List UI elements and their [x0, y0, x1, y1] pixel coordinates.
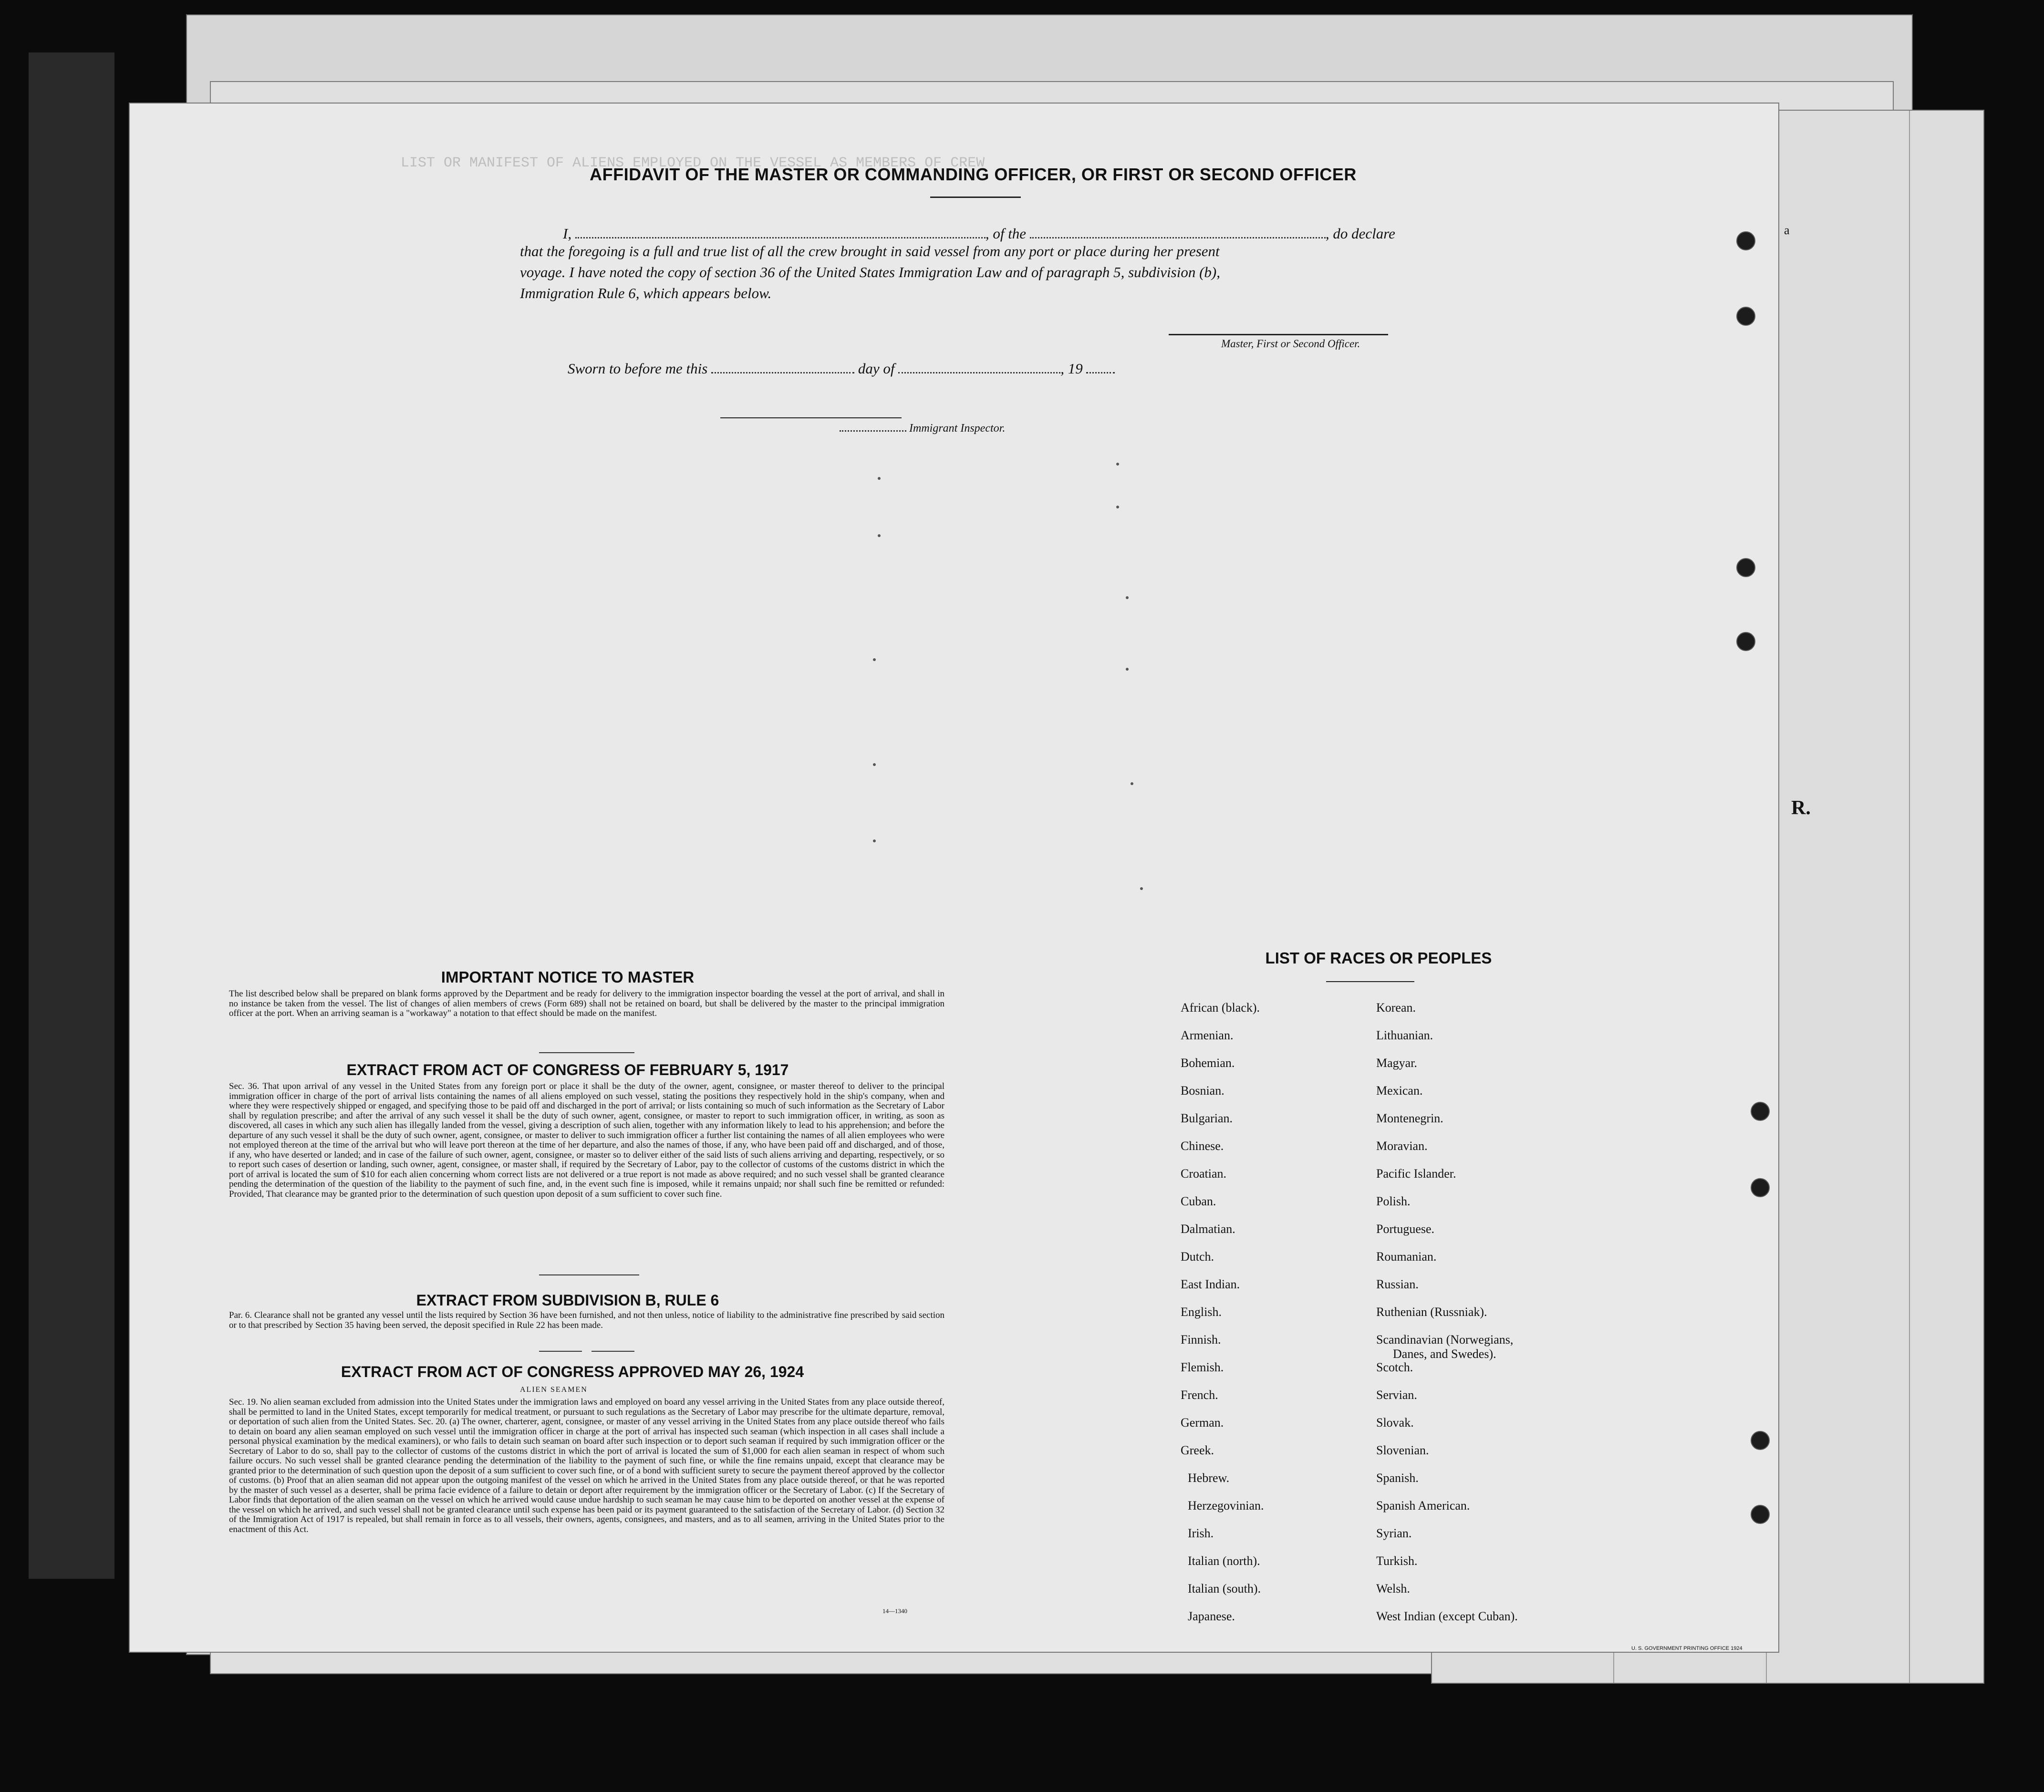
year-prefix: , 19 — [1060, 360, 1083, 377]
inspector-caption: Immigrant Inspector. — [909, 422, 1006, 435]
bleed-dot — [873, 763, 876, 766]
race-entry: Scotch. — [1376, 1360, 1413, 1374]
form-number: 14—1340 — [882, 1607, 907, 1615]
column-rule — [1909, 111, 1910, 1683]
race-entry: Dutch. — [1181, 1250, 1214, 1264]
notice-body: The list described below shall be prepared on blank forms approved by the Department and be ready for delivery to the immigration inspector boarding the vessel at the port of arrival, and shall in no instance be taken from the vessel. The list of changes of alien members of crews (Form 689) shall not be retained on board, but shall be delivered by the master to the principal immigration officer at the port. When an arriving seaman is a "workaway" a notation to that effect should be made on the manifest. — [229, 989, 944, 1018]
race-entry: Bulgarian. — [1181, 1111, 1233, 1125]
act-1924-title: EXTRACT FROM ACT OF CONGRESS APPROVED MAY 26, 1924 — [341, 1363, 804, 1380]
rule-6-body: Par. 6. Clearance shall not be granted any vessel until the lists required by Section 36 have been furnished, and not then unless, notice of liability to the administrative fine prescribed by said section or to that prescribed by Section 35 having been served, the deposit specified in Rule 22 has been made. — [229, 1310, 944, 1330]
race-entry: African (black). — [1181, 1001, 1260, 1015]
race-entry: French. — [1181, 1388, 1218, 1402]
section-separator — [539, 1351, 582, 1352]
title-rule — [930, 197, 1021, 198]
inspector-signature-line[interactable] — [720, 417, 902, 418]
inspector-caption-line — [840, 422, 1005, 435]
master-signature-line[interactable] — [1169, 334, 1388, 335]
bleed-dot — [1116, 506, 1119, 508]
printer-imprint: U. S. GOVERNMENT PRINTING OFFICE 1924 — [1631, 1646, 1743, 1651]
race-entry: Armenian. — [1181, 1028, 1234, 1042]
punch-hole — [1751, 1505, 1770, 1524]
punch-hole — [1751, 1178, 1770, 1197]
day-of-label: day of — [858, 360, 895, 377]
bleed-dot — [1126, 668, 1129, 671]
vessel-blank[interactable] — [1030, 237, 1326, 238]
declaration-line-4: Immigration Rule 6, which appears below. — [520, 285, 772, 301]
master-signature-caption: Master, First or Second Officer. — [1221, 338, 1360, 350]
sworn-year-blank[interactable] — [1086, 372, 1115, 373]
race-entry: Portuguese. — [1376, 1222, 1435, 1236]
bleed-dot — [878, 534, 881, 537]
act-1917-body: Sec. 36. That upon arrival of any vessel in the United States from any foreign port or place it shall be the duty of the owner, agent, consignee, or master thereof to deliver to the principal immigration officer in charge of the port of arrival lists containing the names of all aliens employed on such vessel, stating the positions they respectively hold in the ship's company, when and where they were respectively shipped or engaged, and specifying those to be paid off and discharged in the port of arrival; or lists containing so much of such information as the Secretary of Labor shall by regulation prescribe; and after the arrival of any such vessel it shall be the duty of such owner, agent, consignee, or master to report to such immigration officer, in writing, as soon as discovered, all cases in which any such alien has illegally landed from the vessel, giving a description of such alien, together with any information likely to lead to his apprehension; and before the departure of any such vessel it shall be the duty of such owner, agent, consignee, or master to deliver to such immigration officer a further list containing the names of all alien employees who were not employed thereon at the time of the arrival but who will leave port thereon at the time of her departure, and also the names of those, if any, who have been paid off and discharged, and of those, if any, who have deserted or landed; and in case of the failure of such owner, agent, consignee, or master so to deliver either of the said lists of such aliens arriving and departing, respectively, or so to report such cases of desertion or landing, such owner, agent, consignee, or master shall, if required by the Secretary of Labor, pay to the collector of customs of the customs district in which the port of arrival is located the sum of $10 for each alien concerning whom correct lists are not delivered or a true report is not made as above required; and no such vessel shall be granted clearance pending the determination of the question of the liability to the payment of such fine, and, in the event such fine is imposed, while it remains unpaid; nor shall such fine be remitted or refunded: Provided, That clearance may be granted prior to the determination of such question upon deposit of a sum sufficient to cover such fine. — [229, 1081, 944, 1199]
race-entry: Herzegovinian. — [1188, 1499, 1264, 1512]
punch-hole — [1736, 231, 1755, 250]
race-entry: Bosnian. — [1181, 1084, 1224, 1098]
bleed-dot — [878, 477, 881, 480]
race-entry: Japanese. — [1188, 1609, 1235, 1623]
punch-hole — [1751, 1102, 1770, 1121]
declaration-do-declare: , do declare — [1325, 225, 1395, 242]
race-entry: Turkish. — [1376, 1554, 1418, 1568]
sworn-line — [568, 360, 1115, 377]
act-1924-body: Sec. 19. No alien seaman excluded from admission into the United States under the immigration laws and employed on board any vessel arriving in the United States from any place outside thereof, shall be permitted to land in the United States, except temporarily for medical treatment, or pursuant to such regulations as the Secretary of Labor may prescribe for the ultimate departure, removal, or deportation of such alien from the United States. Sec. 20. (a) The owner, charterer, agent, consignee, or master of any vessel arriving in the United States from any place outside thereof who fails to detain on board any alien seaman employed on such vessel until the immigration officer in charge at the port of arrival has inspected such seaman (which inspection in all cases shall include a personal physical examination by the medical examiners), or who fails to detain such seaman on board after such inspection or to deport such seaman if required by such immigration officer or the Secretary of Labor to do so, shall pay to the collector of customs of the customs district in which the port of arrival is located the sum of $1,000 for each alien seaman in respect of whom such failure occurs. No such vessel shall be granted clearance pending the determination of the liability to the payment of such fine, or while the fine remains unpaid, except that clearance may be granted prior to the determination of such question upon the deposit of a sum sufficient to cover such fine, or of a bond with sufficient surety to secure the payment thereof approved by the collector of customs. (b) Proof that an alien seaman did not appear upon the outgoing manifest of the vessel on which he arrived in the United States from any place outside thereof, or that he was reported by the master of such vessel as a deserter, shall be prima facie evidence of a failure to detain or deport after requirement by the immigration officer or the Secretary of Labor. (c) If the Secretary of Labor finds that deportation of the alien seaman on the vessel on which he arrived would cause undue hardship to such seaman he may cause him to be deported on another vessel at the expense of the vessel on which he arrived, and such vessel shall not be granted clearance until such expense has been paid or its payment guaranteed to the satisfaction of the Secretary of Labor. (d) Section 32 of the Immigration Act of 1917 is repealed, but shall remain in force as to all vessels, their owners, agents, consignees, and masters, and as to all seamen, arriving in the United States prior to the enactment of this Act. — [229, 1397, 944, 1534]
race-entry: Welsh. — [1376, 1582, 1410, 1595]
section-separator — [539, 1274, 639, 1275]
section-separator — [591, 1351, 634, 1352]
declaration-i: I, — [563, 225, 572, 242]
rule-6-title: EXTRACT FROM SUBDIVISION B, RULE 6 — [416, 1292, 719, 1309]
race-entry: Russian. — [1376, 1277, 1419, 1291]
race-entry: Scandinavian (Norwegians, — [1376, 1333, 1514, 1347]
races-title: LIST OF RACES OR PEOPLES — [1265, 949, 1492, 967]
margin-r-mark: R. — [1791, 797, 1811, 819]
bleed-dot — [1140, 887, 1143, 890]
race-entry: Mexican. — [1376, 1084, 1423, 1098]
bleed-dot — [1131, 782, 1133, 785]
section-separator — [539, 1052, 634, 1053]
race-entry: Pacific Islander. — [1376, 1167, 1456, 1181]
declaration-line-2: that the foregoing is a full and true list of all the crew brought in said vessel from any port or place during her present — [520, 243, 1220, 259]
race-entry: Greek. — [1181, 1443, 1214, 1457]
race-entry: Italian (south). — [1188, 1582, 1261, 1595]
act-1917-title: EXTRACT FROM ACT OF CONGRESS OF FEBRUARY 5, 1917 — [346, 1061, 789, 1078]
race-entry: English. — [1181, 1305, 1222, 1319]
race-entry: Flemish. — [1181, 1360, 1224, 1374]
race-entry: Spanish American. — [1376, 1499, 1470, 1512]
punch-hole — [1736, 632, 1755, 651]
sworn-label: Sworn to before me this — [568, 360, 708, 377]
punch-hole — [1736, 558, 1755, 577]
race-entry: Finnish. — [1181, 1333, 1221, 1347]
notice-title: IMPORTANT NOTICE TO MASTER — [441, 968, 695, 986]
races-title-rule — [1326, 981, 1414, 982]
punch-hole — [1751, 1431, 1770, 1450]
margin-a-mark: a — [1784, 223, 1790, 237]
affidavit-title: AFFIDAVIT OF THE MASTER OR COMMANDING OFFICER, OR FIRST OR SECOND OFFICER — [590, 165, 1357, 184]
declaration-line-3: voyage. I have noted the copy of section 36 of the United States Immigration Law and of paragraph 5, subdivision (b), — [520, 264, 1220, 280]
race-entry: Ruthenian (Russniak). — [1376, 1305, 1487, 1319]
race-entry: German. — [1181, 1416, 1224, 1429]
declaration-of-the: , of the — [985, 225, 1027, 242]
scan-border-strip — [29, 52, 114, 1579]
race-entry: Moravian. — [1376, 1139, 1428, 1153]
race-entry: East Indian. — [1181, 1277, 1240, 1291]
race-entry: Syrian. — [1376, 1526, 1412, 1540]
sworn-day-blank[interactable] — [711, 372, 854, 373]
race-entry: Bohemian. — [1181, 1056, 1235, 1070]
bleed-dot — [1116, 463, 1119, 466]
race-entry: Spanish. — [1376, 1471, 1419, 1485]
race-entry: Slovak. — [1376, 1416, 1414, 1429]
bleed-dot — [873, 658, 876, 661]
race-entry: Irish. — [1188, 1526, 1214, 1540]
race-entry: Dalmatian. — [1181, 1222, 1235, 1236]
race-entry: Lithuanian. — [1376, 1028, 1433, 1042]
race-entry: Italian (north). — [1188, 1554, 1260, 1568]
race-entry: Roumanian. — [1376, 1250, 1437, 1264]
sworn-month-blank[interactable] — [898, 372, 1060, 373]
alien-seamen-subtitle: ALIEN SEAMEN — [520, 1386, 588, 1394]
race-entry: Polish. — [1376, 1194, 1411, 1208]
bleed-dot — [873, 839, 876, 842]
race-entry: Hebrew. — [1188, 1471, 1230, 1485]
race-entry: Magyar. — [1376, 1056, 1417, 1070]
race-entry: Chinese. — [1181, 1139, 1224, 1153]
race-entry: Korean. — [1376, 1001, 1416, 1015]
bleed-through-text: LIST OR MANIFEST OF ALIENS EMPLOYED ON THE VESSEL AS MEMBERS OF CREW — [401, 155, 985, 171]
bleed-dot — [1126, 596, 1129, 599]
inspector-blank — [840, 430, 906, 432]
race-entry: Montenegrin. — [1376, 1111, 1443, 1125]
race-entry: Cuban. — [1181, 1194, 1216, 1208]
race-entry: Croatian. — [1181, 1167, 1227, 1181]
race-entry: Servian. — [1376, 1388, 1417, 1402]
name-blank[interactable] — [575, 237, 986, 238]
race-entry: Slovenian. — [1376, 1443, 1429, 1457]
punch-hole — [1736, 307, 1755, 326]
race-entry: West Indian (except Cuban). — [1376, 1609, 1518, 1623]
race-entry: Danes, and Swedes). — [1393, 1347, 1496, 1361]
